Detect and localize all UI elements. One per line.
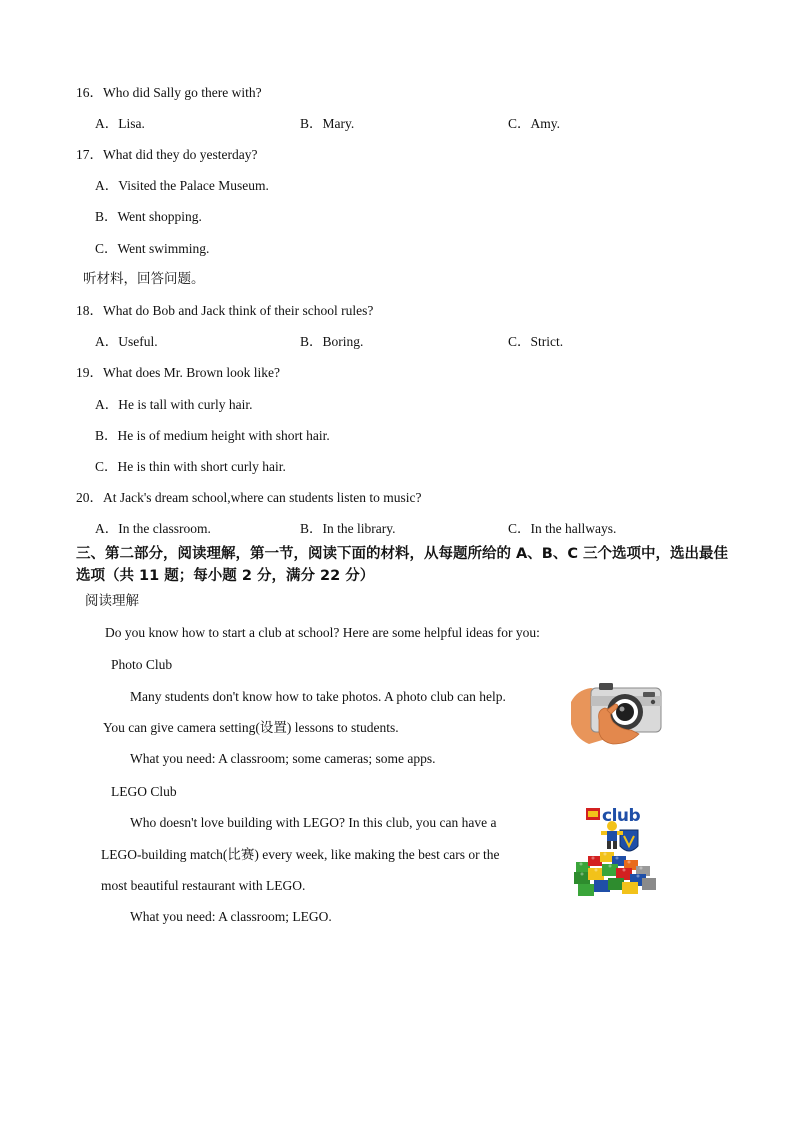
lego-club-logo [572, 806, 658, 898]
question-16-option-a: A．Lisa. [95, 116, 145, 131]
question-16-prompt: 16．Who did Sally go there with? [76, 85, 262, 100]
question-16-option-c: C．Amy. [508, 116, 561, 131]
question-19-option-a: A．He is tall with curly hair. [95, 397, 253, 412]
passage-intro: Do you know how to start a club at school? Here are some helpful ideas for you: [105, 625, 540, 640]
question-18-prompt: 18．What do Bob and Jack think of their school rules? [76, 303, 374, 318]
photo-club-text-line-1: Many students don't know how to take photos. A photo club can help. [130, 689, 506, 704]
question-17-option-b: B．Went shopping. [95, 209, 202, 224]
question-20-option-a: A．In the classroom. [95, 521, 211, 536]
question-18-option-a: A．Useful. [95, 334, 158, 349]
camera-icon [569, 680, 663, 746]
lego-club-text-line-2: LEGO-building match(比赛) every week, like making the best cars or the [101, 847, 500, 862]
photo-club-needs: What you need: A classroom; some cameras; some apps. [130, 751, 436, 766]
question-20-option-b: B．In the library. [300, 521, 396, 536]
question-17-option-c: C．Went swimming. [95, 241, 210, 256]
question-18-option-b: B．Boring. [300, 334, 364, 349]
listening-instruction: 听材料，回答问题。 [83, 271, 205, 287]
question-20-option-c: C．In the hallways. [508, 521, 617, 536]
lego-club-needs: What you need: A classroom; LEGO. [130, 909, 332, 924]
question-17-option-a: A．Visited the Palace Museum. [95, 178, 269, 193]
question-19-option-c: C．He is thin with short curly hair. [95, 459, 286, 474]
section-label: 阅读理解 [85, 593, 139, 609]
question-19-option-b: B．He is of medium height with short hair. [95, 428, 330, 443]
photo-club-text-line-2: You can give camera setting(设置) lessons to students. [103, 720, 399, 735]
question-19-prompt: 19．What does Mr. Brown look like? [76, 365, 280, 380]
question-16-option-b: B．Mary. [300, 116, 355, 131]
lego-club-logo-text: club [602, 806, 641, 826]
lego-club-text-line-1: Who doesn't love building with LEGO? In this club, you can have a [130, 815, 497, 830]
question-20-prompt: 20．At Jack's dream school,where can students listen to music? [76, 490, 422, 505]
photo-club-title: Photo Club [111, 657, 173, 672]
question-17-prompt: 17．What did they do yesterday? [76, 147, 258, 162]
lego-club-text-line-3: most beautiful restaurant with LEGO. [101, 878, 306, 893]
section-heading: 三、第二部分，阅读理解，第一节，阅读下面的材料，从每题所给的 A、B、C 三个选项中，选出最佳选项（共 11 题；每小题 2 分，满分 22 分） [76, 546, 729, 584]
question-18-option-c: C．Strict. [508, 334, 564, 349]
lego-club-title: LEGO Club [111, 784, 177, 799]
